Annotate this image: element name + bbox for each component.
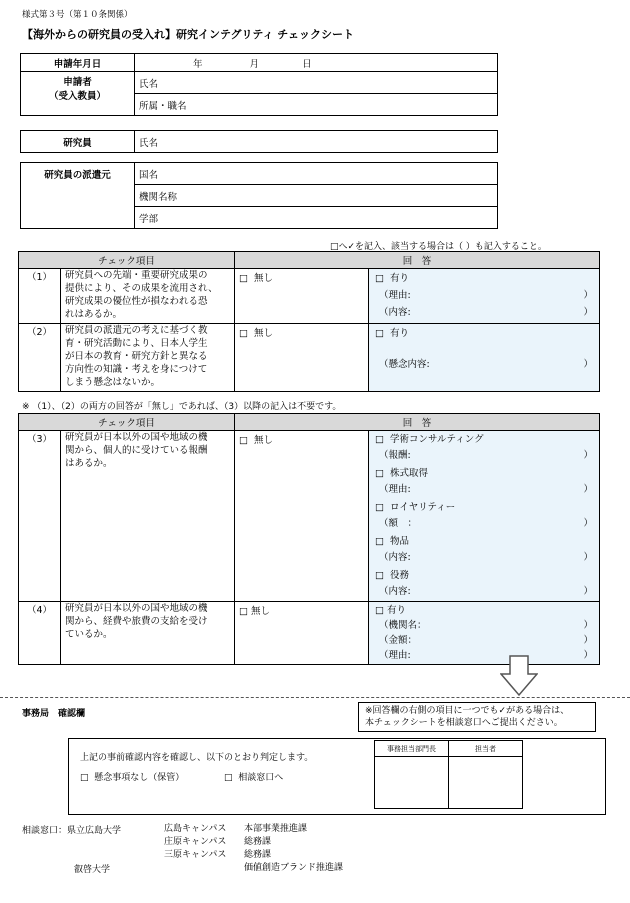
applicant-sub-label: （受入教員） — [48, 91, 106, 102]
q1-line: 研究員への先端・重要研究成果の — [65, 270, 208, 281]
q3-royalty-checkbox[interactable]: □ — [375, 502, 384, 513]
q3-service-label: 役務 — [390, 570, 410, 581]
check-table-1 — [18, 251, 600, 392]
paren-close: ） — [583, 650, 593, 661]
q2-concern-label: （懸念内容: — [379, 359, 430, 370]
paren-close: ） — [583, 620, 593, 631]
researcher-name-label: 氏名 — [139, 137, 159, 149]
contact-campuses — [164, 823, 226, 862]
q3-option-goods[interactable] — [375, 534, 593, 550]
q4-line: 関から、経費や旅費の支給を受け — [65, 616, 208, 627]
office-note-box — [358, 702, 596, 732]
institution-field[interactable] — [135, 185, 498, 207]
form-number: 様式第３号（第１０条関係） — [22, 10, 133, 20]
q3-service-checkbox[interactable]: □ — [375, 570, 384, 581]
q2-line: 方向性の知識・考えを身につけて — [65, 364, 208, 375]
dispatch-label: 研究員の派遣元 — [21, 163, 135, 229]
q4-yes-label: 有り — [387, 605, 407, 616]
option-no-concern[interactable] — [80, 770, 184, 783]
q3-line: 関から、個人的に受けている報酬 — [65, 445, 208, 456]
consult-checkbox[interactable]: □ — [224, 773, 233, 783]
department-label: 学部 — [139, 213, 159, 225]
instruction-text: □へ✓を記入、該当する場合は（ ）も記入すること。 — [330, 242, 547, 252]
check-table-2 — [18, 413, 600, 665]
q1-yes-option[interactable] — [369, 269, 600, 324]
consult-label: 相談窓口へ — [238, 773, 284, 783]
q4-none-option[interactable] — [235, 602, 369, 665]
paren-close: ） — [583, 518, 593, 529]
q3-goods-checkbox[interactable]: □ — [375, 536, 384, 547]
q4-line: 研究員が日本以外の国や地域の機 — [65, 603, 208, 614]
no-concern-checkbox[interactable]: □ — [80, 773, 89, 783]
paren-close: ） — [583, 290, 593, 301]
q2-none-checkbox[interactable]: □ — [239, 328, 248, 339]
q2-line: が日本の教育・研究方針と異なる — [65, 351, 208, 362]
paren-close: ） — [583, 552, 593, 563]
country-label: 国名 — [139, 169, 159, 181]
q4-text — [61, 602, 235, 665]
q3-line: はあるか。 — [65, 458, 113, 469]
q2-none-label: 無し — [254, 328, 274, 339]
answer-header: 回 答 — [235, 414, 600, 431]
q3-none-option[interactable] — [235, 431, 369, 602]
check-item-header: チェック項目 — [19, 252, 235, 269]
q2-line: しまう懸念はないか。 — [65, 377, 161, 388]
q3-option-service[interactable] — [375, 568, 593, 584]
q1-yes-label: 有り — [390, 273, 410, 284]
applicant-name-label: 氏名 — [139, 78, 159, 90]
applicant-label: 申請者 — [63, 77, 92, 88]
stamp-header-2: 担当者 — [449, 741, 523, 757]
office-note-line: ※回答欄の右側の項目に一つでも✓がある場合は、 — [365, 706, 570, 716]
q4-none-label: 無し — [251, 606, 271, 617]
campus-name: 庄原キャンパス — [164, 837, 227, 847]
dispatch-table — [20, 162, 498, 229]
cut-line — [0, 697, 630, 698]
researcher-name-field[interactable] — [135, 131, 498, 153]
q3-consulting-label: 学術コンサルティング — [390, 434, 484, 445]
department-name: 総務課 — [244, 837, 272, 847]
q1-content-label: （内容: — [379, 307, 411, 318]
department-name: 総務課 — [244, 850, 272, 860]
q2-text — [61, 324, 235, 392]
contact-university-2: 叡啓大学 — [74, 865, 111, 875]
q1-number: （1） — [19, 269, 61, 324]
department-name: 本部事業推進課 — [244, 824, 308, 834]
q2-none-option[interactable] — [235, 324, 369, 392]
q1-none-label: 無し — [254, 273, 274, 284]
campus-name: 広島キャンパス — [164, 824, 227, 834]
q1-line: れはあるか。 — [65, 309, 123, 320]
paren-close: ） — [583, 484, 593, 495]
q1-line: 提供により、その成果を流用され、 — [65, 283, 218, 294]
country-field[interactable] — [135, 163, 498, 185]
answer-header: 回 答 — [235, 252, 600, 269]
q3-consulting-checkbox[interactable]: □ — [375, 434, 384, 445]
q4-none-checkbox[interactable]: □ — [239, 606, 248, 617]
q3-option-consulting[interactable] — [375, 432, 593, 448]
q2-yes-option[interactable] — [369, 324, 600, 392]
office-label: 事務局 確認欄 — [22, 709, 86, 719]
q3-royalty-label: ロイヤリティー — [390, 502, 456, 513]
page-title: 【海外からの研究員の受入れ】研究インテグリティ チェックシート — [22, 28, 354, 41]
q1-none-checkbox[interactable]: □ — [239, 273, 248, 284]
mid-note: ※ （1）、（2）の両方の回答が「無し」であれば、（3）以降の記入は不要です。 — [22, 402, 342, 412]
contact-label: 相談窓口：県立広島大学 — [22, 826, 122, 836]
q1-yes-checkbox[interactable]: □ — [375, 273, 384, 284]
department-field[interactable] — [135, 207, 498, 229]
paren-close: ） — [583, 359, 593, 370]
q3-stock-label: 株式取得 — [390, 468, 429, 479]
office-note-line: 本チェックシートを相談窓口へご提出ください。 — [365, 718, 563, 728]
affiliation-label: 所属・職名 — [139, 100, 187, 112]
q4-number: （4） — [19, 602, 61, 665]
q3-number: （3） — [19, 431, 61, 602]
q3-stock-detail: （理由: — [379, 484, 411, 495]
q1-none-option[interactable] — [235, 269, 369, 324]
q1-line: 研究成果の優位性が損なわれる恐 — [65, 296, 208, 307]
date-label: 申請年月日 — [21, 54, 135, 72]
paren-close: ） — [583, 450, 593, 461]
judgement-text: 上記の事前確認内容を確認し、以下のとおり判定します。 — [80, 753, 314, 763]
paren-close: ） — [583, 586, 593, 597]
q3-royalty-detail: （額 ： — [379, 518, 418, 529]
q3-goods-label: 物品 — [390, 536, 410, 547]
check-item-header: チェック項目 — [19, 414, 235, 431]
q3-service-detail: （内容: — [379, 586, 411, 597]
q3-consulting-detail: （報酬: — [379, 450, 411, 461]
q3-none-label: 無し — [254, 435, 274, 446]
q4-line: ているか。 — [65, 629, 113, 640]
q3-text — [61, 431, 235, 602]
date-field[interactable] — [135, 54, 498, 72]
month-label: 月 — [249, 58, 260, 70]
q4-reason-label: （理由: — [379, 650, 411, 661]
q3-goods-detail: （内容: — [379, 552, 411, 563]
contact-departments — [244, 823, 343, 875]
down-arrow-icon — [500, 655, 538, 697]
no-concern-label: 懸念事項なし（保管） — [94, 773, 185, 783]
q4-yes-option[interactable] — [369, 602, 600, 665]
department-name: 価値創造ブランド推進課 — [244, 863, 344, 873]
applicant-name-field[interactable] — [135, 72, 498, 94]
day-label: 日 — [302, 58, 312, 70]
q3-none-checkbox[interactable]: □ — [239, 435, 248, 446]
application-table — [20, 53, 498, 116]
q3-line: 研究員が日本以外の国や地域の機 — [65, 432, 208, 443]
q2-number: （2） — [19, 324, 61, 392]
q4-institution-label: （機関名： — [379, 620, 427, 631]
stamp-table — [374, 740, 523, 809]
stamp-cell-1[interactable] — [375, 757, 449, 809]
q2-line: 研究員の派遣元の考えに基づく教 — [65, 325, 208, 336]
researcher-table — [20, 130, 498, 153]
q1-text — [61, 269, 235, 324]
paren-close: ） — [583, 635, 593, 646]
q3-stock-checkbox[interactable]: □ — [375, 468, 384, 479]
q3-option-stock[interactable] — [375, 466, 593, 482]
q2-yes-checkbox[interactable]: □ — [375, 328, 384, 339]
applicant-label-cell — [21, 72, 135, 116]
researcher-label: 研究員 — [21, 131, 135, 153]
paren-close: ） — [583, 307, 593, 318]
option-consult[interactable] — [224, 770, 283, 783]
q3-options[interactable] — [369, 431, 600, 602]
institution-label: 機関名称 — [139, 191, 178, 203]
q4-amount-label: （金額： — [379, 635, 418, 646]
year-label: 年 — [193, 58, 203, 70]
applicant-affiliation-field[interactable] — [135, 94, 498, 116]
q3-option-royalty[interactable] — [375, 500, 593, 516]
campus-name: 三原キャンパス — [164, 850, 227, 860]
q4-yes-checkbox[interactable]: □ — [375, 605, 384, 616]
stamp-header-1: 事務担当部門長 — [375, 741, 449, 757]
stamp-cell-2[interactable] — [449, 757, 523, 809]
q2-yes-label: 有り — [390, 328, 410, 339]
q2-line: 育・研究活動により、日本人学生 — [65, 338, 208, 349]
q1-reason-label: （理由: — [379, 290, 411, 301]
